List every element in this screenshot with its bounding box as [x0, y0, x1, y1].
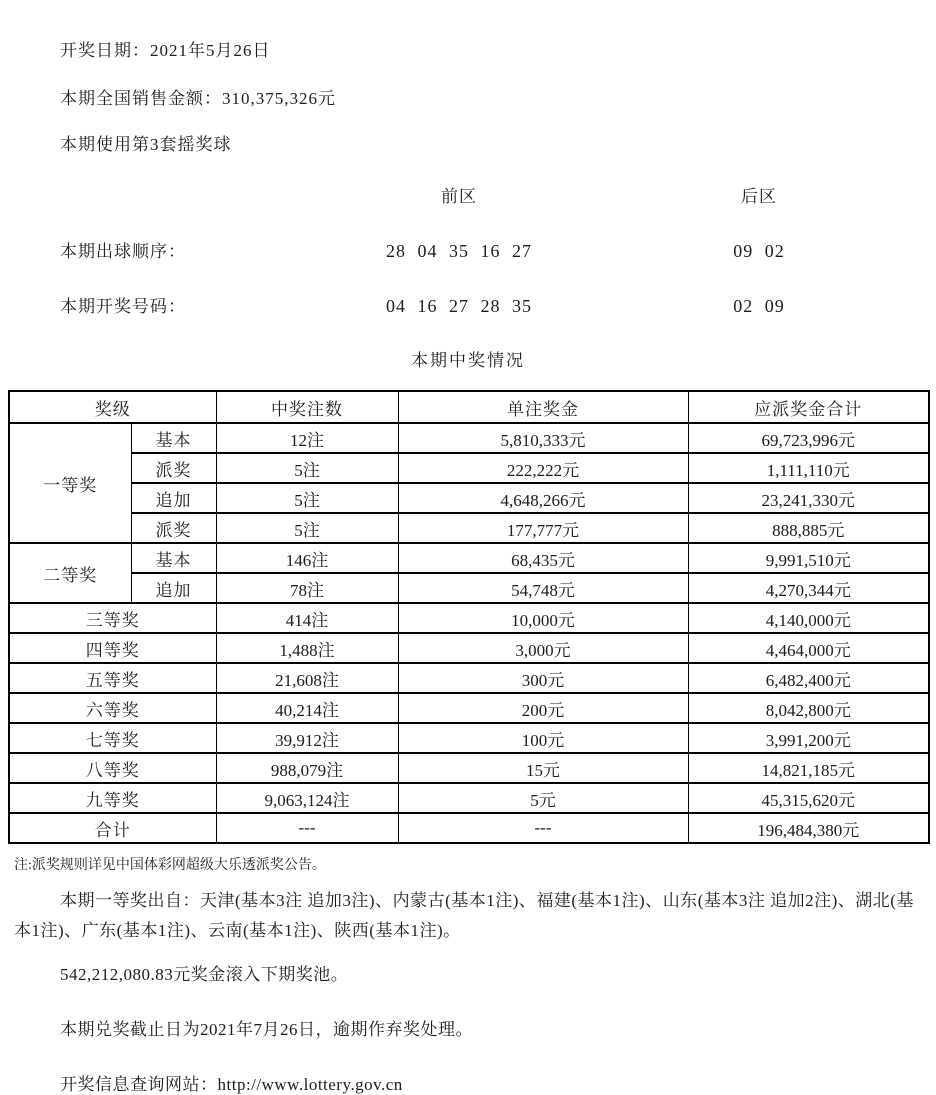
- prize-table-header-row: [9, 391, 929, 423]
- prize-level-cell: 四等奖: [9, 633, 216, 663]
- table-row: [9, 783, 929, 813]
- prize-table-title: 本期中奖情况: [411, 351, 525, 370]
- column-header-winner-count: 中奖注数: [216, 391, 398, 423]
- single-prize-cell: 200元: [398, 693, 688, 723]
- column-header-single-prize: 单注奖金: [398, 391, 688, 423]
- back-zone-label: 后区: [741, 187, 777, 206]
- single-prize-cell: 3,000元: [398, 633, 688, 663]
- prize-subtype-cell: 追加: [131, 573, 216, 603]
- draw-order-row: [8, 237, 928, 262]
- total-label-cell: 合计: [9, 813, 216, 843]
- grand-total-payout-cell: 196,484,380元: [688, 813, 929, 843]
- total-payout-cell: 4,140,000元: [688, 603, 929, 633]
- total-payout-cell: 888,885元: [688, 513, 929, 543]
- table-row: [9, 633, 929, 663]
- single-prize-cell: 15元: [398, 753, 688, 783]
- prize-subtype-cell: 派奖: [131, 453, 216, 483]
- table-row: [9, 693, 929, 723]
- prize-level-cell: 二等奖: [9, 543, 131, 603]
- first-prize-winners-paragraph: 本期一等奖出自：天津(基本3注 追加3注)、内蒙古(基本1注)、福建(基本1注)、山东(基本3注 追加2注)、湖北(基本1注)、广东(基本1注)、云南(基本1注)、陕西(基本1注)。: [14, 891, 914, 940]
- column-header-total-payout: 应派奖金合计: [688, 391, 929, 423]
- sales-amount-line: 本期全国销售金额：310,375,326元: [60, 89, 336, 108]
- total-payout-cell: 1,111,110元: [688, 453, 929, 483]
- prize-level-cell: 一等奖: [9, 423, 131, 543]
- prize-subtype-cell: 派奖: [131, 513, 216, 543]
- winning-numbers-row: [8, 292, 928, 317]
- prize-subtype-cell: 追加: [131, 483, 216, 513]
- single-prize-cell: 54,748元: [398, 573, 688, 603]
- prize-level-cell: 七等奖: [9, 723, 216, 753]
- total-payout-cell: 45,315,620元: [688, 783, 929, 813]
- total-payout-cell: 9,991,510元: [688, 543, 929, 573]
- table-row: [9, 423, 929, 453]
- bonus-rule-note: 注:派奖规则详见中国体彩网超级大乐透派奖公告。: [14, 858, 326, 873]
- single-prize-cell: 300元: [398, 663, 688, 693]
- table-row: [9, 513, 929, 543]
- single-prize-cell: 5元: [398, 783, 688, 813]
- zone-header-row: [8, 182, 928, 207]
- winner-count-cell: 5注: [216, 483, 398, 513]
- claim-deadline-line: 本期兑奖截止日为2021年7月26日，逾期作弃奖处理。: [60, 1020, 473, 1039]
- winner-count-cell: 988,079注: [216, 753, 398, 783]
- winning-numbers-label: 本期开奖号码：: [60, 297, 186, 316]
- total-single-cell: ---: [398, 813, 688, 843]
- column-header-prize-level: 奖级: [9, 391, 216, 423]
- table-row: [9, 573, 929, 603]
- prize-level-cell: 五等奖: [9, 663, 216, 693]
- single-prize-cell: 68,435元: [398, 543, 688, 573]
- table-row: [9, 723, 929, 753]
- winner-count-cell: 40,214注: [216, 693, 398, 723]
- prize-level-cell: 八等奖: [9, 753, 216, 783]
- table-total-row: [9, 813, 929, 843]
- total-payout-cell: 4,270,344元: [688, 573, 929, 603]
- winner-count-cell: 5注: [216, 453, 398, 483]
- single-prize-cell: 10,000元: [398, 603, 688, 633]
- total-payout-cell: 23,241,330元: [688, 483, 929, 513]
- single-prize-cell: 100元: [398, 723, 688, 753]
- winner-count-cell: 78注: [216, 573, 398, 603]
- rollover-line: 542,212,080.83元奖金滚入下期奖池。: [60, 965, 349, 984]
- winner-count-cell: 9,063,124注: [216, 783, 398, 813]
- winner-count-cell: 39,912注: [216, 723, 398, 753]
- winning-back-numbers: 02 09: [733, 296, 785, 316]
- table-row: [9, 603, 929, 633]
- prize-subtype-cell: 基本: [131, 423, 216, 453]
- single-prize-cell: 222,222元: [398, 453, 688, 483]
- draw-order-front-numbers: 28 04 35 16 27: [386, 241, 532, 261]
- single-prize-cell: 4,648,266元: [398, 483, 688, 513]
- prize-level-cell: 九等奖: [9, 783, 216, 813]
- prize-level-cell: 三等奖: [9, 603, 216, 633]
- prize-subtype-cell: 基本: [131, 543, 216, 573]
- total-payout-cell: 4,464,000元: [688, 633, 929, 663]
- draw-date-line: 开奖日期：2021年5月26日: [60, 41, 271, 60]
- table-row: [9, 543, 929, 573]
- table-row: [9, 453, 929, 483]
- table-row: [9, 483, 929, 513]
- ball-set-line: 本期使用第3套摇奖球: [60, 135, 232, 154]
- winner-count-cell: 12注: [216, 423, 398, 453]
- draw-order-label: 本期出球顺序：: [60, 242, 186, 261]
- table-row: [9, 663, 929, 693]
- total-payout-cell: 14,821,185元: [688, 753, 929, 783]
- winner-count-cell: 21,608注: [216, 663, 398, 693]
- winner-count-cell: 1,488注: [216, 633, 398, 663]
- total-payout-cell: 8,042,800元: [688, 693, 929, 723]
- total-payout-cell: 3,991,200元: [688, 723, 929, 753]
- single-prize-cell: 177,777元: [398, 513, 688, 543]
- draw-order-back-numbers: 09 02: [733, 241, 785, 261]
- header-info-block: [8, 36, 928, 155]
- prize-level-cell: 六等奖: [9, 693, 216, 723]
- winner-count-cell: 146注: [216, 543, 398, 573]
- total-payout-cell: 6,482,400元: [688, 663, 929, 693]
- single-prize-cell: 5,810,333元: [398, 423, 688, 453]
- winner-count-cell: 414注: [216, 603, 398, 633]
- table-row: [9, 753, 929, 783]
- winner-count-cell: 5注: [216, 513, 398, 543]
- front-zone-label: 前区: [441, 187, 477, 206]
- total-payout-cell: 69,723,996元: [688, 423, 929, 453]
- prize-table: [8, 390, 930, 844]
- query-website-line: 开奖信息查询网站：http://www.lottery.gov.cn: [60, 1075, 403, 1094]
- winning-front-numbers: 04 16 27 28 35: [386, 296, 532, 316]
- total-count-cell: ---: [216, 813, 398, 843]
